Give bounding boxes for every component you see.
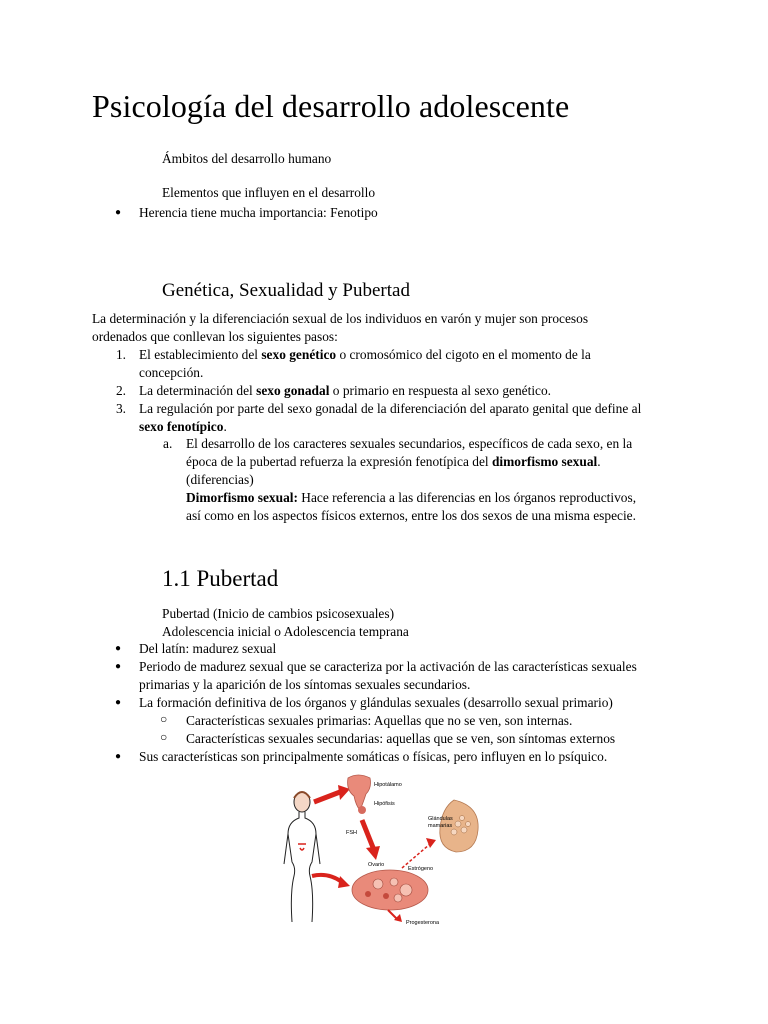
section2-bullet-2-line-2: primarias y la aparición de los síntomas sexuales secundarios.: [139, 677, 471, 692]
label-fsh: FSH: [346, 830, 357, 836]
section2-line-1: Pubertad (Inicio de cambios psicosexuales): [162, 606, 395, 621]
ovary-icon: [352, 870, 428, 910]
bullet-icon: ●: [115, 207, 122, 218]
list-item-3-line-1: La regulación por parte del sexo gonadal de la diferenciación del aparato genital que define al: [139, 401, 642, 416]
arrow-icon: [402, 844, 430, 868]
bullet-icon: ●: [115, 697, 122, 708]
label-estrogeno: Estrógeno: [408, 866, 434, 872]
section1-para-line-2: ordenados que conllevan los siguientes pasos:: [92, 329, 338, 344]
section2-subbullet-2: Características sexuales secundarias: aquellas que se ven, son síntomas externos: [186, 731, 616, 746]
section1-heading: Genética, Sexualidad y Pubertad: [162, 280, 410, 301]
sub-a-line-3: (diferencias): [186, 472, 254, 487]
list-number: 1.: [115, 347, 126, 362]
list-number: 3.: [115, 401, 126, 416]
list-item-1-line-1: El establecimiento del sexo genético o cromosómico del cigoto en el momento de la: [139, 347, 591, 362]
intro-line-1: Ámbitos del desarrollo humano: [162, 151, 332, 166]
label-ovario: Ovario: [368, 862, 385, 868]
bullet-icon: ●: [115, 661, 122, 672]
section2-heading: 1.1 Pubertad: [162, 566, 279, 591]
circle-bullet-icon: ○: [160, 730, 168, 744]
sublist-marker: a.: [163, 436, 173, 451]
section2-line-2: Adolescencia inicial o Adolescencia temprana: [162, 624, 409, 639]
section2-bullet-3: La formación definitiva de los órganos y glándulas sexuales (desarrollo sexual primario): [139, 695, 613, 710]
intro-line-2: Elementos que influyen en el desarrollo: [162, 185, 376, 200]
puberty-hormone-diagram: [282, 772, 482, 930]
arrow-icon: [362, 820, 374, 850]
label-hipofisis: Hipófisis: [374, 801, 395, 807]
label-progesterona: Progesterona: [406, 920, 440, 926]
label-hipotalamo: Hipotálamo: [374, 782, 402, 788]
list-number: 2.: [115, 383, 126, 398]
sub-a-line-2: época de la pubertad refuerza la expresión fenotípica del dimorfismo sexual.: [186, 454, 601, 469]
sub-a-line-4: Dimorfismo sexual: Hace referencia a las diferencias en los órganos reproductivos,: [186, 490, 637, 505]
bullet-icon: ●: [115, 751, 122, 762]
brain-icon: [348, 775, 371, 814]
section2-bullet-1: Del latín: madurez sexual: [139, 641, 277, 656]
section1-para-line-1: La determinación y la diferenciación sexual de los individuos en varón y mujer son procesos: [92, 311, 589, 326]
list-item-3-line-2: sexo fenotípico.: [139, 419, 227, 434]
section2-bullet-2-line-1: Periodo de madurez sexual que se caracteriza por la activación de las características sexuales: [139, 659, 637, 674]
label-mamarias: mamarias: [428, 823, 453, 829]
arrow-icon: [312, 875, 342, 882]
section2-subbullet-1: Características sexuales primarias: Aquellas que no se ven, son internas.: [186, 713, 573, 728]
list-item-2: La determinación del sexo gonadal o primario en respuesta al sexo genético.: [139, 383, 552, 398]
list-item-1-line-2: concepción.: [139, 365, 204, 380]
intro-bullet-1: Herencia tiene mucha importancia: Fenotipo: [139, 205, 378, 220]
sub-a-line-1: El desarrollo de los caracteres sexuales secundarios, específicos de cada sexo, en la: [186, 436, 633, 451]
section2-bullet-4: Sus características son principalmente somáticas o físicas, pero influyen en lo psíquico.: [139, 749, 608, 764]
label-glandulas: Glándulas: [428, 816, 453, 822]
arrow-icon: [314, 792, 340, 802]
bullet-icon: ●: [115, 643, 122, 654]
circle-bullet-icon: ○: [160, 712, 168, 726]
sub-a-line-5: así como en los aspectos físicos externos, entre los dos sexos de una misma especie.: [186, 508, 636, 523]
female-silhouette-icon: [284, 792, 320, 922]
page-title: Psicología del desarrollo adolescente: [92, 88, 570, 124]
